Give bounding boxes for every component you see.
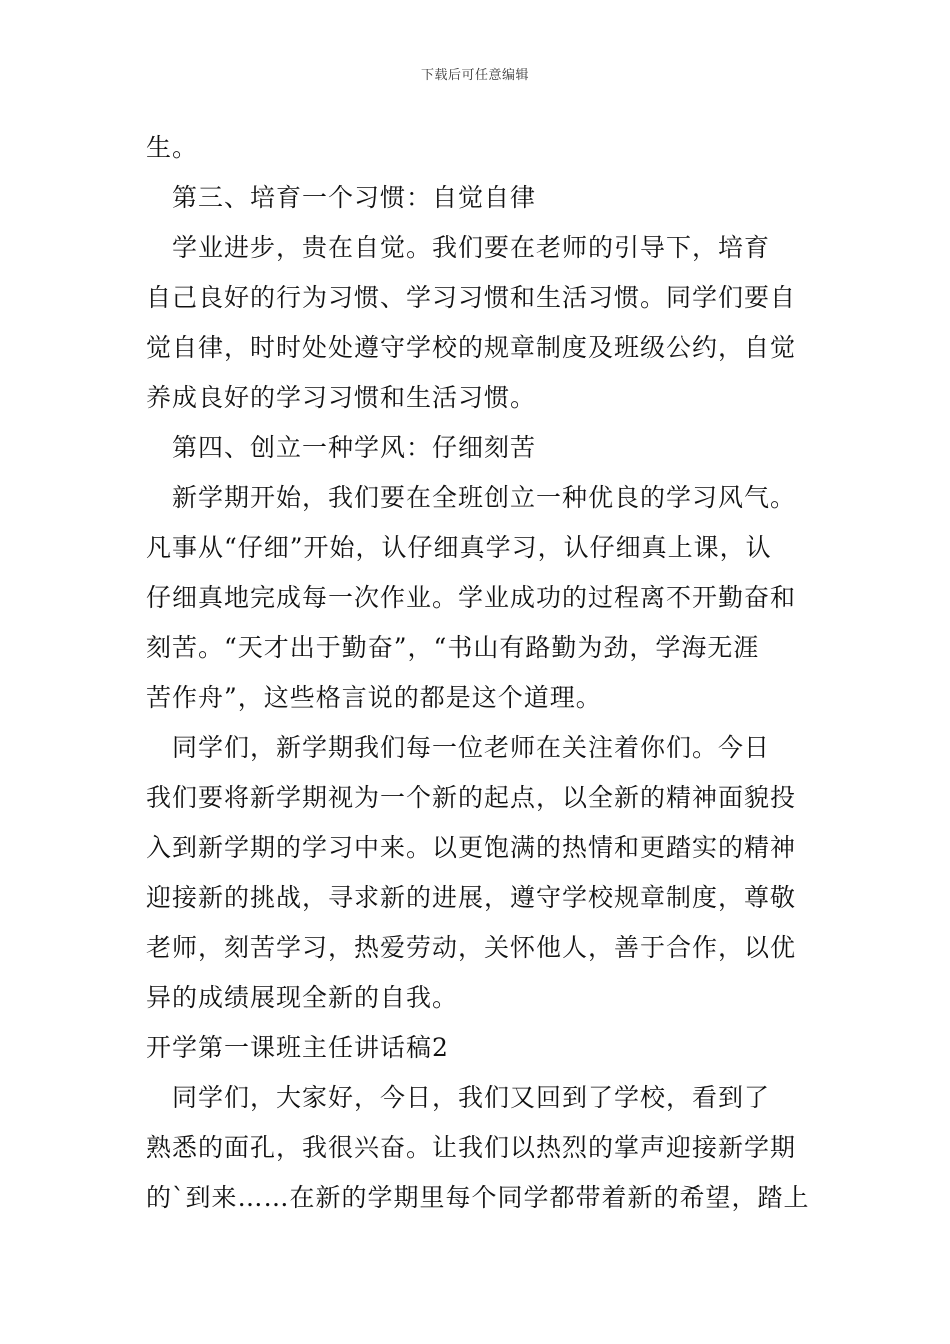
text-line: 苦作舟”，这些格言说的都是这个道理。: [146, 683, 602, 712]
section-heading: 第四、创立一种学风：仔细刻苦: [146, 433, 537, 462]
text-line: 异的成绩展现全新的自我。: [146, 983, 459, 1012]
text-line: 我们要将新学期视为一个新的起点，以全新的精神面貌投: [146, 783, 797, 812]
page-header: 下载后可任意编辑: [420, 68, 529, 83]
text-line: 养成良好的学习习惯和生活习惯。: [146, 383, 537, 412]
text-line: 觉自律，时时处处遵守学校的规章制度及班级公约，自觉: [146, 333, 797, 362]
text-line: 新学期开始，我们要在全班创立一种优良的学习风气。: [146, 483, 797, 512]
text-line: 刻苦。“天才出于勤奋”，“书山有路勤为劲，学海无涯: [146, 633, 760, 662]
text-line: 同学们，新学期我们每一位老师在关注着你们。今日: [146, 733, 771, 762]
text-line: 老师，刻苦学习，热爱劳动，关怀他人，善于合作，以优: [146, 933, 797, 962]
text-line: 入到新学期的学习中来。以更饱满的热情和更踏实的精神: [146, 833, 797, 862]
text-line: 同学们，大家好，今日，我们又回到了学校，看到了: [146, 1083, 771, 1112]
text-line: 仔细真地完成每一次作业。学业成功的过程离不开勤奋和: [146, 583, 797, 612]
text-line: 的`到来……在新的学期里每个同学都带着新的希望，踏上: [146, 1183, 810, 1212]
text-line: 自己良好的行为习惯、学习习惯和生活习惯。同学们要自: [146, 283, 797, 312]
text-line: 生。: [146, 133, 199, 162]
section-heading: 第三、培育一个习惯：自觉自律: [146, 183, 537, 212]
text-line: 凡事从“仔细”开始，认仔细真学习，认仔细真上课，认: [146, 533, 772, 562]
text-line: 学业进步，贵在自觉。我们要在老师的引导下，培育: [146, 233, 771, 262]
article-title: 开学第一课班主任讲话稿2: [146, 1033, 449, 1062]
text-line: 迎接新的挑战，寻求新的进展，遵守学校规章制度，尊敬: [146, 883, 797, 912]
text-line: 熟悉的面孔，我很兴奋。让我们以热烈的掌声迎接新学期: [146, 1133, 797, 1162]
